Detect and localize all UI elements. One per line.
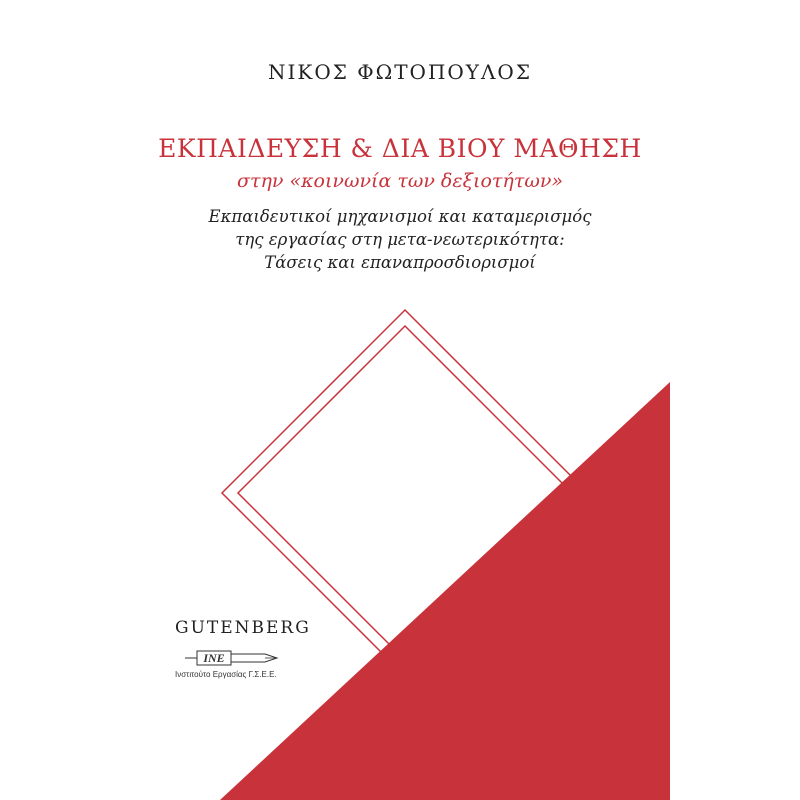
description-line: Εκπαιδευτικοί μηχανισμοί και καταμερισμός xyxy=(208,207,592,226)
book-subtitle: στην «κοινωνία των δεξιοτήτων» xyxy=(237,170,563,192)
publisher-name: GUTENBERG xyxy=(175,618,311,638)
institute-name: Ινστιτούτο Εργασίας Γ.Σ.Ε.Ε. xyxy=(175,670,277,679)
description-line: Τάσεις και επαναπροσδιορισμοί xyxy=(264,253,536,272)
ine-logo-icon xyxy=(185,648,285,668)
ine-logo-text: INE xyxy=(203,651,225,665)
book-title: ΕΚΠΑΙΔΕΥΣΗ & ΔΙΑ ΒΙΟΥ ΜΑΘΗΣΗ xyxy=(158,134,642,163)
book-description xyxy=(130,205,670,274)
diamond-frame xyxy=(130,0,670,800)
description-line: της εργασίας στη μετα-νεωτερικότητα: xyxy=(235,230,565,249)
book-cover xyxy=(130,0,670,800)
author-name: ΝΙΚΟΣ ΦΩΤΟΠΟΥΛΟΣ xyxy=(268,60,532,84)
